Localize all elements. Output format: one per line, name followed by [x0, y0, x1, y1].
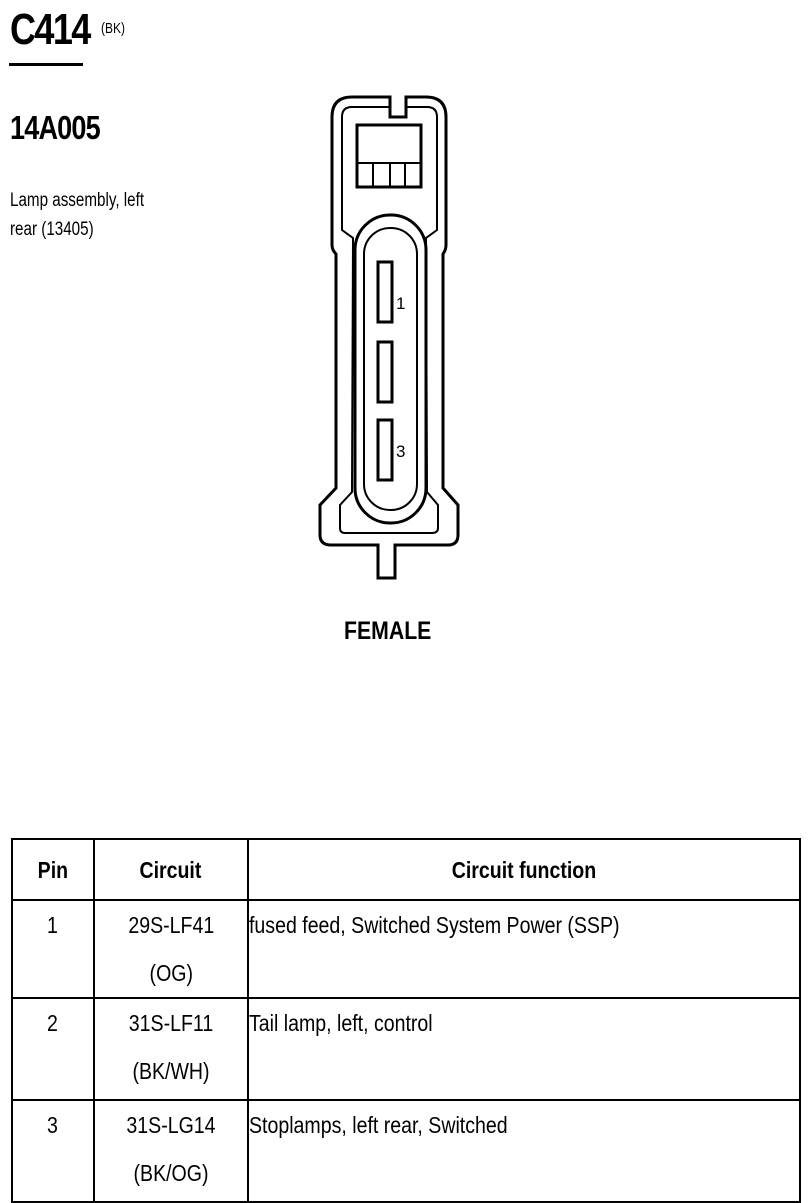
table-row [12, 998, 800, 1100]
pin-slot-3 [378, 420, 392, 480]
pin-number: 2 [12, 998, 94, 1100]
column-header-pin: Pin [12, 839, 94, 900]
pin-slot-2 [378, 342, 392, 402]
table-row [12, 1100, 800, 1202]
circuit-id: 31S-LF11 (BK/WH) [94, 998, 249, 1100]
pin-slot-1 [378, 262, 392, 322]
pin-table-header [12, 839, 800, 900]
title-underline [9, 63, 83, 66]
part-number: 14A005 [10, 109, 100, 146]
circuit-id: 29S-LF41 (OG) [94, 900, 249, 998]
column-header-circuit: Circuit [94, 839, 249, 900]
pin-label-3: 3 [396, 442, 406, 461]
connector-gender-label: FEMALE [344, 617, 432, 645]
column-header-function: Circuit function [248, 839, 800, 900]
circuit-id: 31S-LG14 (BK/OG) [94, 1100, 249, 1202]
pin-number: 1 [12, 900, 94, 998]
pin-label-1: 1 [396, 294, 406, 313]
connector-id: C414 [10, 5, 90, 54]
pin-number: 3 [12, 1100, 94, 1202]
table-row [12, 900, 800, 998]
connector-color-code: (BK) [101, 20, 125, 37]
pin-table [11, 838, 801, 1203]
connector-face-diagram [300, 90, 480, 585]
circuit-function: fused feed, Switched System Power (SSP) [248, 900, 800, 998]
circuit-function: Stoplamps, left rear, Switched [248, 1100, 800, 1202]
part-description: Lamp assembly, left rear (13405) [10, 190, 145, 240]
circuit-function: Tail lamp, left, control [248, 998, 800, 1100]
